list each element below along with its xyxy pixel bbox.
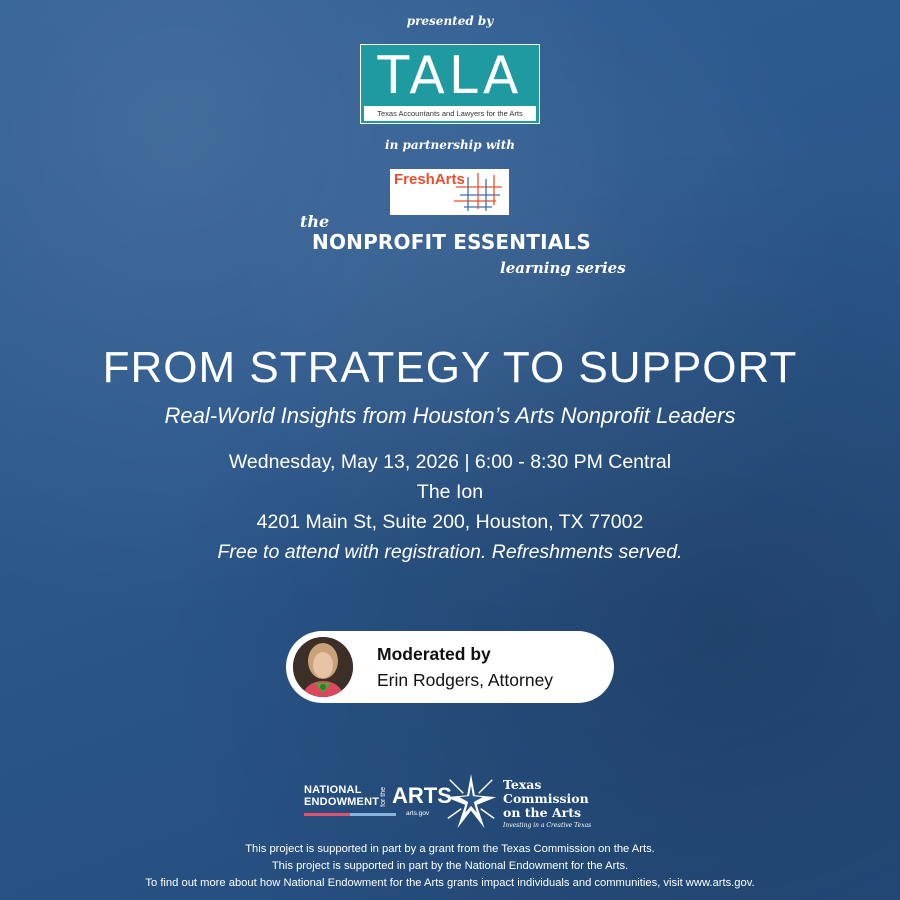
- credit-line-tca: This project is supported in part by a grant from the Texas Commission on the Arts.: [245, 843, 655, 855]
- nea-logo: [304, 783, 452, 821]
- series-prefix: the: [300, 212, 330, 231]
- credit-line-more-info: To find out more about how National Endowment for the Arts grants impact individuals and communities, visit www.arts.gov.: [145, 877, 755, 889]
- tca-line-2: Commission: [503, 791, 589, 806]
- nea-color-bar: [304, 813, 396, 816]
- nea-for-the: for the: [380, 787, 387, 807]
- avatar-portrait-icon: [293, 637, 353, 697]
- fresharts-logo-wordmark: FreshArts: [394, 171, 465, 188]
- series-title: NONPROFIT ESSENTIALS: [312, 230, 591, 254]
- event-address: 4201 Main St, Suite 200, Houston, TX 77002: [256, 511, 644, 533]
- nea-url: arts.gov: [406, 810, 430, 817]
- tala-logo-wordmark: TALA: [377, 46, 523, 106]
- tca-line-3: on the Arts: [503, 805, 582, 820]
- moderator-label: Moderated by: [377, 644, 491, 664]
- tca-star-icon: [442, 772, 500, 830]
- nea-line-1: NATIONAL: [304, 784, 362, 796]
- event-note: Free to attend with registration. Refreshments served.: [217, 541, 683, 563]
- fresharts-logo: [390, 169, 509, 215]
- credit-line-nea: This project is supported in part by the National Endowment for the Arts.: [271, 860, 629, 872]
- presented-by-label: presented by: [406, 14, 494, 28]
- tala-logo-tagline: Texas Accountants and Lawyers for the Arts: [364, 106, 536, 121]
- event-venue: The Ion: [416, 481, 484, 503]
- event-date-time: Wednesday, May 13, 2026 | 6:00 - 8:30 PM Central: [228, 451, 672, 473]
- partnership-label: in partnership with: [385, 138, 515, 152]
- tca-logo: [442, 772, 612, 834]
- tca-line-1: Texas: [503, 777, 542, 792]
- moderator-name: Erin Rodgers, Attorney: [377, 670, 554, 690]
- nea-arts: ARTS: [392, 783, 452, 808]
- moderator-card: [286, 631, 614, 703]
- event-subtitle: Real-World Insights from Houston’s Arts Nonprofit Leaders: [164, 403, 736, 428]
- tca-tagline: Investing in a Creative Texas: [503, 822, 592, 829]
- event-title: FROM STRATEGY TO SUPPORT: [102, 343, 798, 392]
- tala-logo: [360, 44, 540, 124]
- series-suffix: learning series: [500, 259, 626, 277]
- moderator-avatar: [293, 637, 353, 697]
- nea-line-2: ENDOWMENT: [304, 796, 380, 808]
- fresharts-grid-icon: [452, 171, 506, 213]
